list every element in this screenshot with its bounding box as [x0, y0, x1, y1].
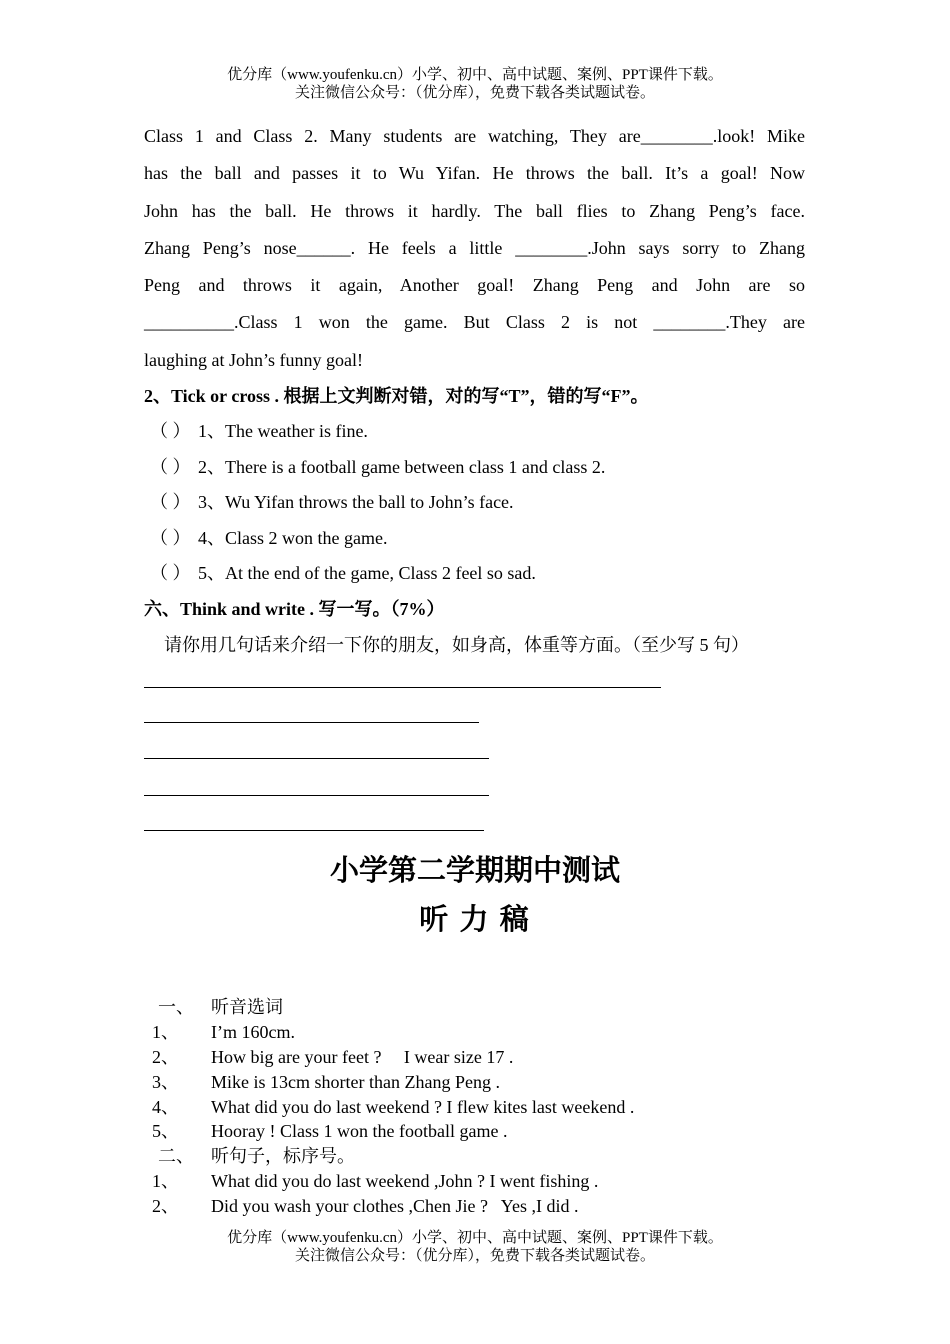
item-text: What did you do last weekend ,John ? I went fishing .: [211, 1171, 599, 1192]
answer-blank[interactable]: （ ）: [150, 421, 191, 441]
section-label: 听音选词: [211, 997, 283, 1017]
item-text: How big are your feet ? I wear size 17 .: [211, 1046, 514, 1067]
item-number: 5、: [152, 1121, 179, 1142]
section-label: 听句子，标序号。: [211, 1146, 355, 1167]
item-number: 4、: [152, 1096, 179, 1117]
passage-line: laughing at John’s funny goal!: [144, 349, 363, 370]
footer-line-1: 优分库（www.youfenku.cn）小学、初中、高中试题、案例、PPT课件下载。: [227, 1230, 723, 1246]
header-line-1: 优分库（www.youfenku.cn）小学、初中、高中试题、案例、PPT课件下载。: [227, 67, 723, 83]
item-number: 1、: [152, 1171, 179, 1192]
answer-blank[interactable]: （ ）: [150, 492, 191, 512]
passage-line: Class 1 and Class 2. Many students are watching, They are________.look! Mike: [144, 126, 805, 146]
header-line-2: 关注微信公众号：（优分库），免费下载各类试题试卷。: [294, 85, 655, 101]
item-number: 1、: [152, 1021, 179, 1042]
item-text: Did you wash your clothes ,Chen Jie ? Yes ,I did .: [211, 1196, 579, 1217]
tick-item-text: 2、There is a football game between class 1 and class 2.: [198, 456, 606, 477]
footer-line-2: 关注微信公众号：（优分库），免费下载各类试题试卷。: [294, 1248, 655, 1264]
writing-line[interactable]: [144, 722, 479, 723]
tick-item-text: 1、The weather is fine.: [198, 421, 368, 441]
think-and-write-section: [144, 591, 844, 663]
tick-item: [144, 556, 844, 592]
tick-item-text: 4、Class 2 won the game.: [198, 527, 388, 548]
passage-line: John has the ball. He throws it hardly. The ball flies to Zhang Peng’s face.: [144, 200, 805, 221]
tick-item: [144, 485, 844, 521]
passage-line: has the ball and passes it to Wu Yifan. He throws the ball. It’s a goal! Now: [144, 163, 805, 184]
item-text: What did you do last weekend ? I flew kites last weekend .: [211, 1096, 635, 1117]
section-number: 二、: [158, 1146, 194, 1167]
exam-title: 小学第二学期期中测试: [329, 855, 620, 887]
passage-line: __________.Class 1 won the game. But Class 2 is not ________.They are: [144, 312, 805, 333]
item-text: Mike is 13cm shorter than Zhang Peng .: [211, 1071, 500, 1092]
tick-item: [144, 450, 844, 486]
writing-line[interactable]: [144, 830, 484, 831]
item-number: 3、: [152, 1071, 179, 1092]
page-header: [0, 66, 950, 102]
item-text: Hooray ! Class 1 won the football game .: [211, 1121, 508, 1142]
tick-or-cross-section: [144, 378, 844, 592]
listening-script-title: 听 力 稿: [419, 904, 531, 936]
writing-line[interactable]: [144, 795, 489, 796]
item-text: I’m 160cm.: [211, 1021, 295, 1042]
item-number: 2、: [152, 1196, 179, 1217]
answer-blank[interactable]: （ ）: [150, 456, 191, 477]
tick-item-text: 3、Wu Yifan throws the ball to John’s face.: [198, 492, 514, 512]
section-number: 一、: [158, 997, 194, 1017]
tick-item-text: 5、At the end of the game, Class 2 feel so sad.: [198, 563, 536, 583]
item-number: 2、: [152, 1046, 179, 1067]
write-heading: 六、Think and write . 写一写。（7%）: [144, 599, 445, 619]
writing-line[interactable]: [144, 687, 661, 688]
tick-item: [144, 521, 844, 557]
reading-passage: [144, 118, 805, 379]
tick-item: [144, 414, 844, 450]
writing-line[interactable]: [144, 758, 489, 759]
passage-line: Zhang Peng’s nose______. He feels a little ________.John says sorry to Zhang: [144, 237, 805, 258]
tick-heading: 2、Tick or cross . 根据上文判断对错，对的写“T”，错的写“F”。: [144, 386, 649, 406]
answer-blank[interactable]: （ ）: [150, 527, 191, 548]
write-prompt: 请你用几句话来介绍一下你的朋友，如身高，体重等方面。（至少写 5 句）: [164, 635, 749, 655]
page-footer: [0, 1229, 950, 1265]
answer-blank[interactable]: （ ）: [150, 563, 191, 583]
passage-line: Peng and throws it again, Another goal! Zhang Peng and John are so: [144, 275, 805, 296]
